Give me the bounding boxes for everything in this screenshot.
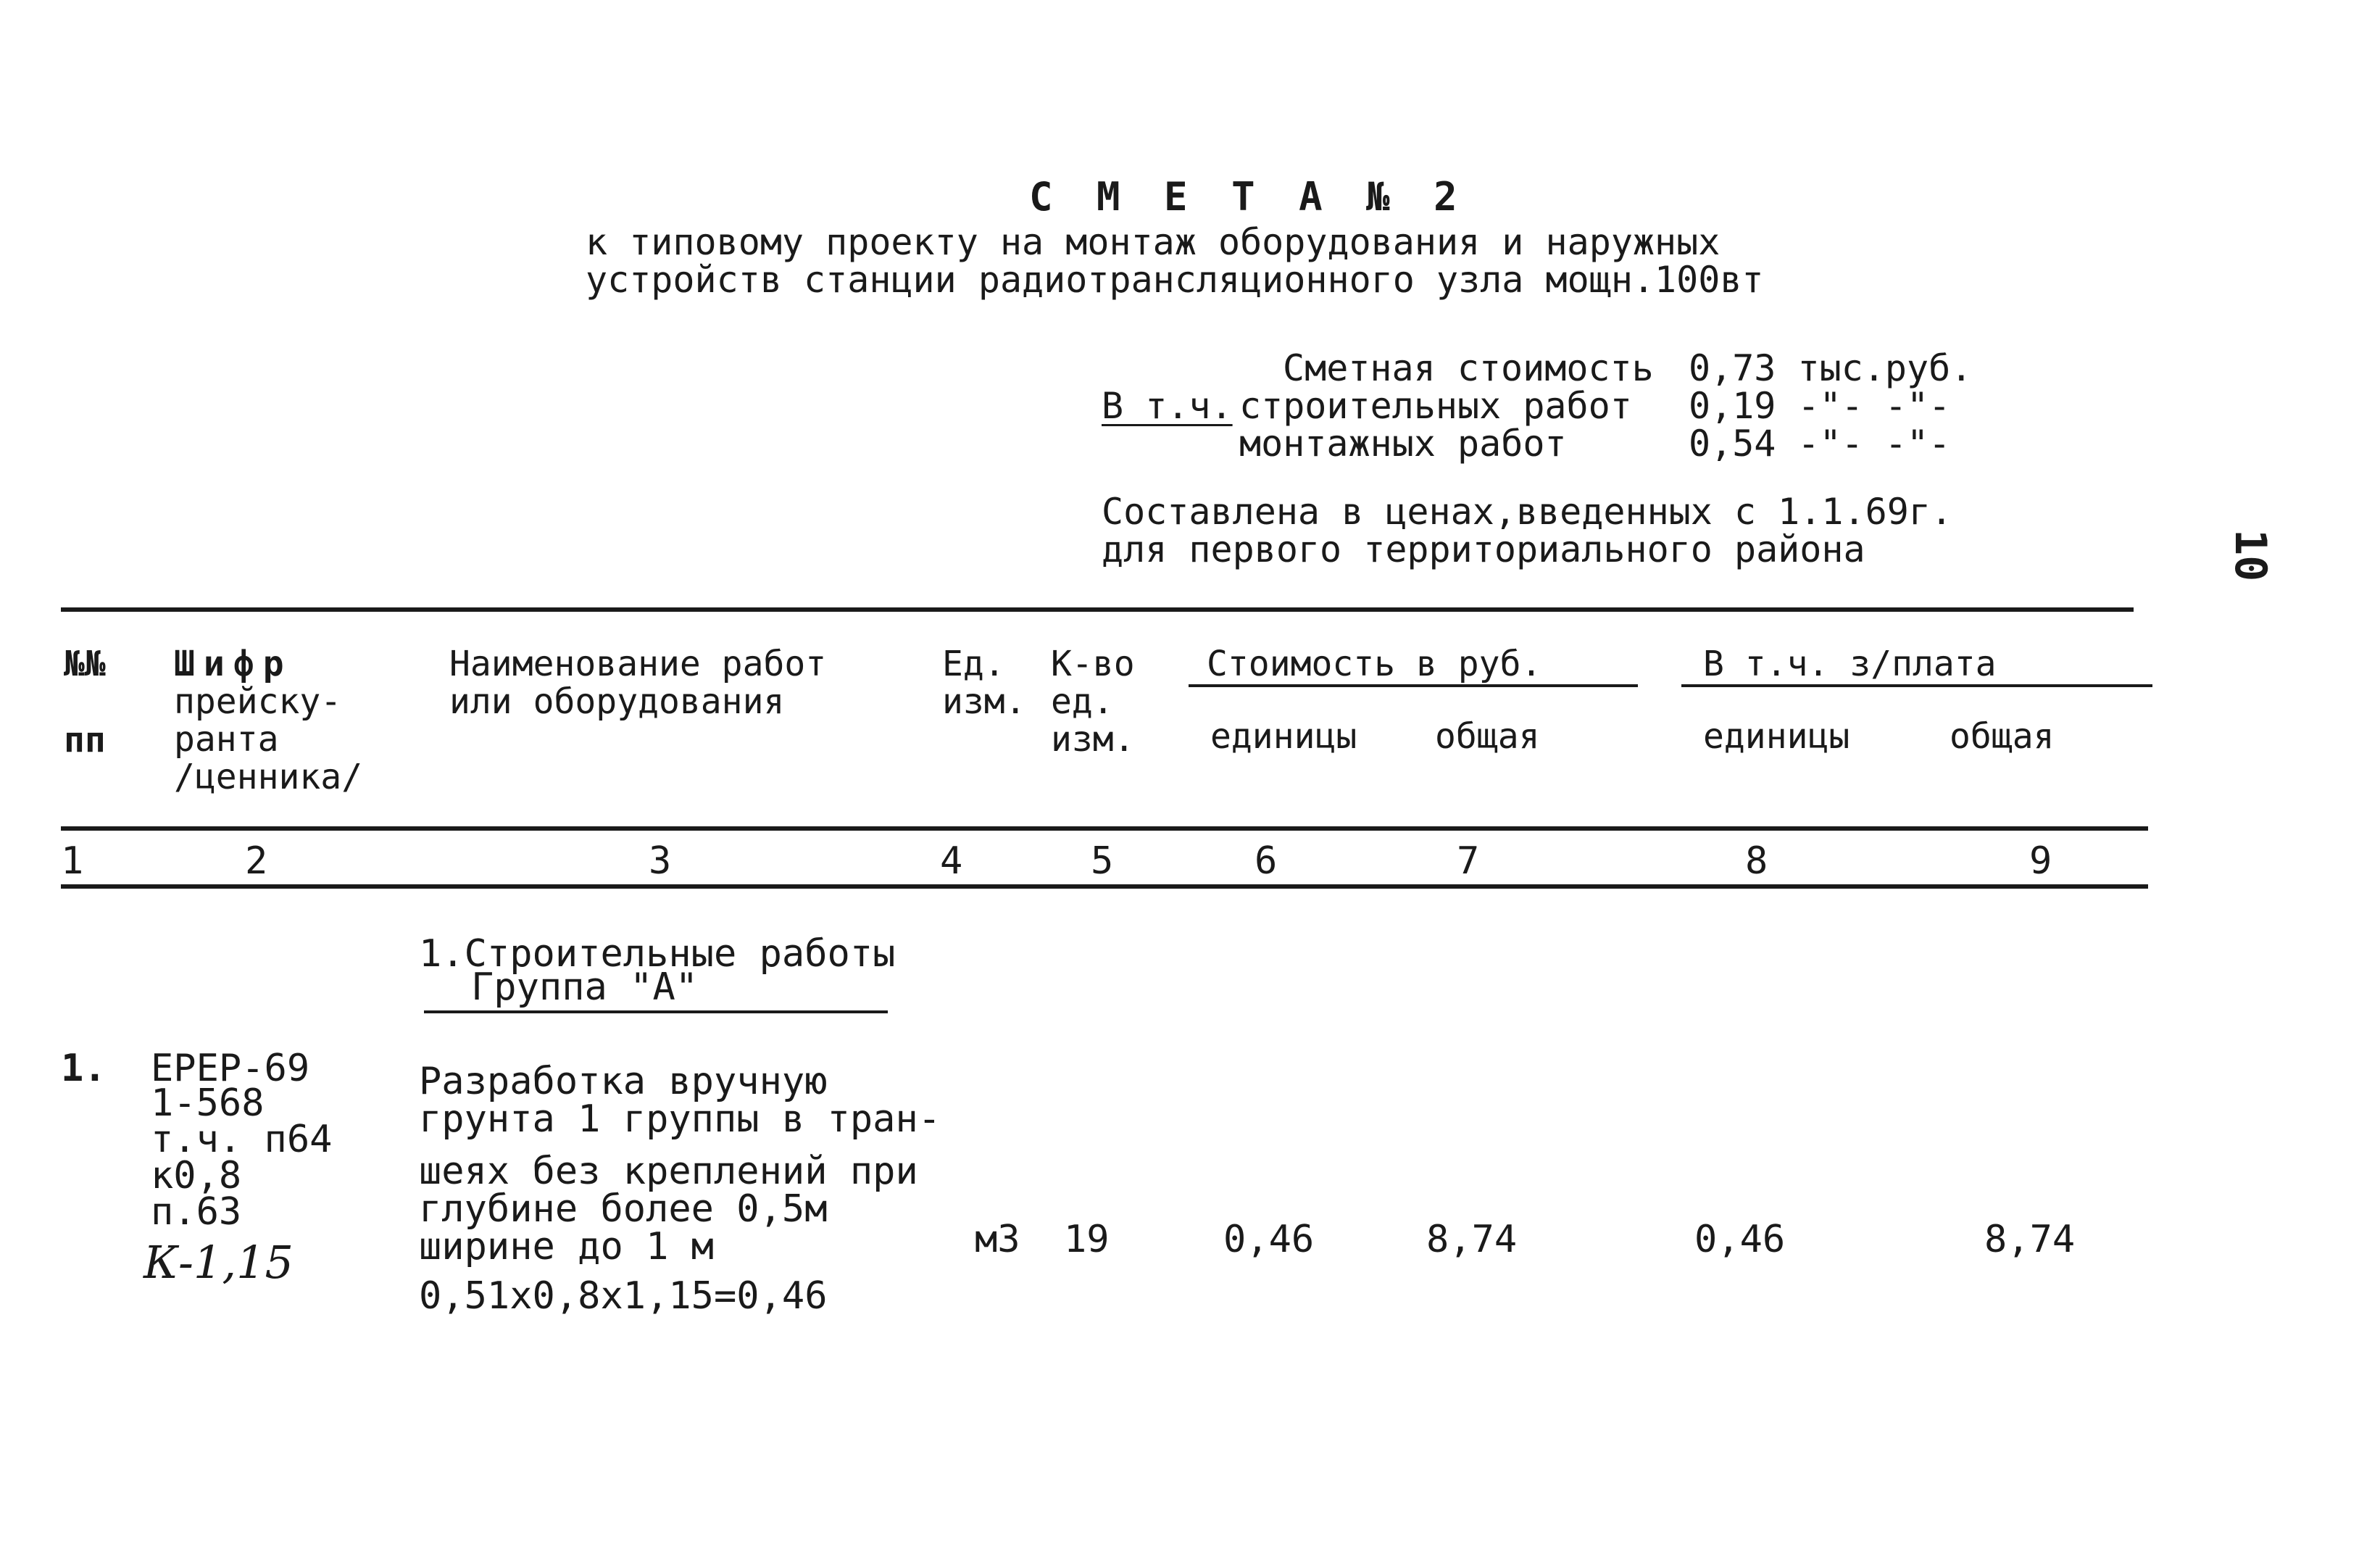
- column-number-3: 3: [649, 839, 672, 883]
- column-number-5: 5: [1091, 839, 1114, 883]
- header-qty-line1: К-во: [1051, 644, 1135, 684]
- header-cost-group: Стоимость в руб.: [1207, 644, 1542, 684]
- row-name-line-1: Разработка вручную: [419, 1060, 828, 1103]
- row-wage-total: 8,74: [1984, 1218, 2076, 1261]
- column-number-7: 7: [1457, 839, 1480, 883]
- row-name-line-4: глубине более 0,5м: [419, 1187, 828, 1231]
- header-qty-line2: ед.: [1051, 681, 1114, 722]
- construction-label: строительных работ: [1239, 385, 1632, 427]
- row-qty: 19: [1064, 1218, 1110, 1261]
- header-code-line3: ранта: [174, 719, 279, 760]
- prices-note-line-1: Составлена в ценах,введенных с 1.1.69г.: [1102, 491, 1952, 533]
- group-title-rule: [424, 1010, 888, 1013]
- row-unit: м3: [975, 1218, 1020, 1261]
- incl-prefix: В т.ч.: [1102, 385, 1233, 427]
- row-code-line-5: п.63: [151, 1190, 242, 1234]
- row-code-handwritten: К-1,15: [143, 1236, 294, 1289]
- row-cost-unit: 0,46: [1223, 1218, 1315, 1261]
- row-code-line-3: т.ч. п64: [151, 1118, 333, 1161]
- header-unit-line1: Ед.: [942, 644, 1005, 684]
- total-cost-label: Сметная стоимость: [1283, 347, 1654, 389]
- row-code-line-2: 1-568: [151, 1081, 265, 1125]
- column-number-1: 1: [61, 839, 84, 883]
- document-title: С М Е Т А № 2: [1029, 174, 1468, 220]
- header-unit-line2: изм.: [942, 681, 1026, 722]
- header-num-line2: пп: [64, 720, 106, 760]
- row-code-line-4: к0,8: [151, 1154, 242, 1197]
- row-name-line-5: ширине до 1 м: [419, 1225, 714, 1268]
- subtitle-line-2: устройств станции радиотрансляционного узла мощн.100вт: [586, 259, 1764, 301]
- table-top-rule: [61, 607, 2134, 612]
- column-numbers-bottom-rule: [61, 884, 2148, 889]
- header-bottom-rule: [61, 826, 2148, 831]
- header-cost-unit: единицы: [1210, 716, 1357, 757]
- page-number: 10: [2225, 529, 2276, 582]
- installation-value: 0,54 -"- -"-: [1689, 423, 1951, 465]
- row-formula: 0,51х0,8х1,15=0,46: [419, 1274, 828, 1318]
- column-number-4: 4: [940, 839, 963, 883]
- header-wage-unit: единицы: [1703, 716, 1850, 757]
- cost-group-rule: [1189, 684, 1638, 687]
- header-name-line2: или оборудования: [449, 681, 785, 722]
- header-wage-total: общая: [1950, 716, 2055, 757]
- column-number-8: 8: [1745, 839, 1768, 883]
- header-wage-group: В т.ч. з/плата: [1703, 644, 1997, 684]
- row-cost-total: 8,74: [1426, 1218, 1518, 1261]
- row-name-line-3: шеях без креплений при: [419, 1150, 918, 1193]
- header-qty-line3: изм.: [1051, 719, 1135, 760]
- section-title: 1.Строительные работы: [419, 932, 896, 976]
- group-title: Группа "А": [471, 965, 699, 1009]
- row-wage-unit: 0,46: [1694, 1218, 1786, 1261]
- row-code-line-1: ЕРЕР-69: [151, 1047, 310, 1090]
- total-cost-value: 0,73 тыс.руб.: [1689, 347, 1973, 389]
- prices-note-line-2: для первого территориального района: [1102, 528, 1865, 570]
- header-code-line2: прейску-: [174, 681, 342, 722]
- header-code-line1: Шифр: [174, 644, 293, 684]
- subtitle-line-1: к типовому проекту на монтаж оборудования и наружных: [586, 221, 1720, 263]
- header-code-line4: /ценника/: [174, 757, 363, 797]
- construction-value: 0,19 -"- -"-: [1689, 385, 1951, 427]
- installation-label: монтажных работ: [1239, 423, 1567, 465]
- column-number-2: 2: [245, 839, 268, 883]
- column-number-6: 6: [1255, 839, 1278, 883]
- row-number: 1.: [61, 1047, 107, 1090]
- header-cost-total: общая: [1435, 716, 1540, 757]
- header-name-line1: Наименование работ: [449, 644, 827, 684]
- row-name-line-2: грунта 1 группы в тран-: [419, 1097, 941, 1141]
- column-number-9: 9: [2029, 839, 2052, 883]
- header-num-line1: №№: [64, 644, 106, 684]
- wage-group-rule: [1681, 684, 2152, 687]
